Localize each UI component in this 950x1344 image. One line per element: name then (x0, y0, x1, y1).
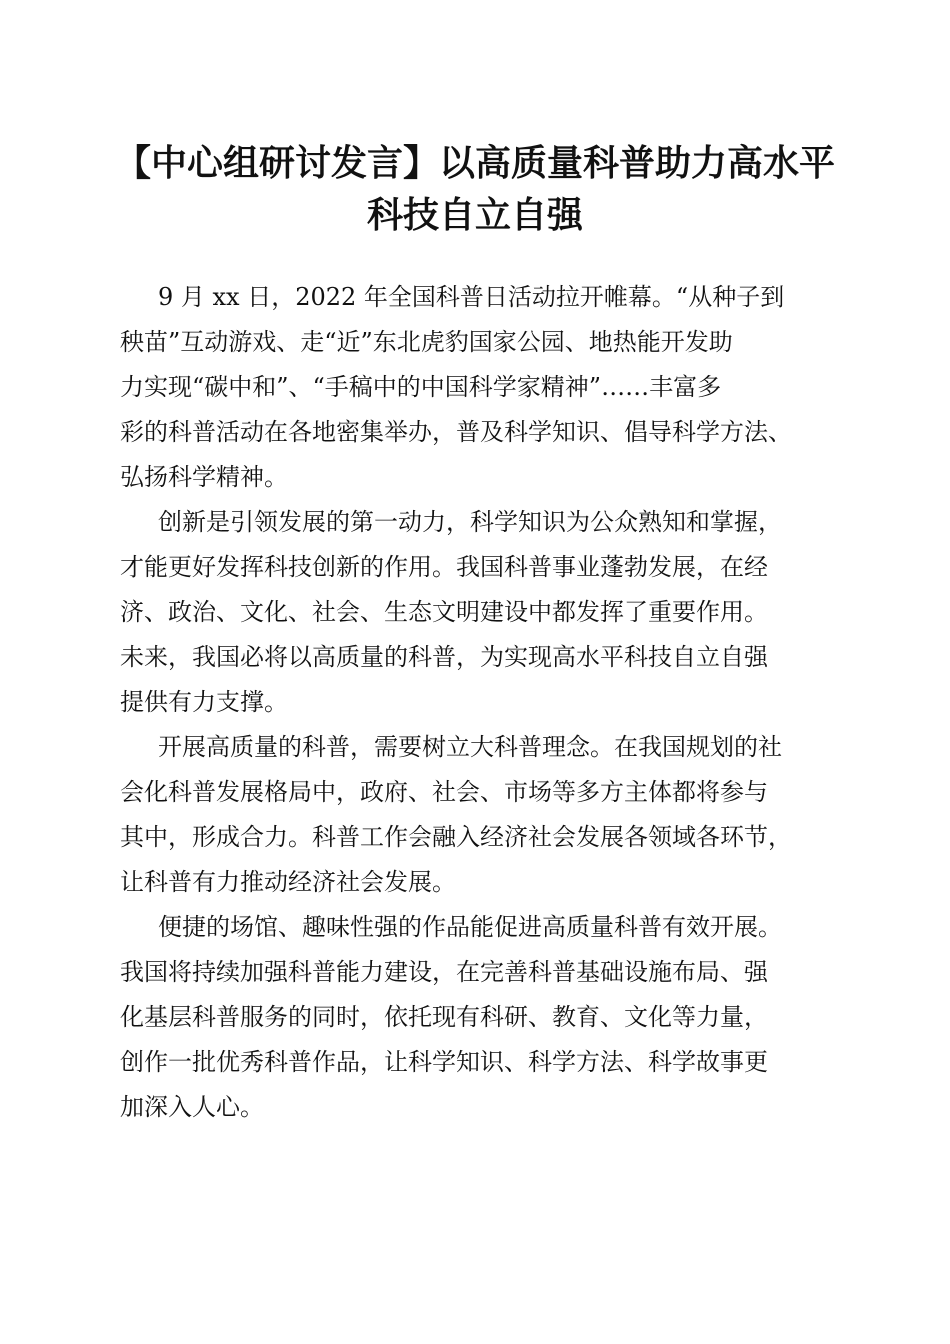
paragraph-line: 彩的科普活动在各地密集举办，普及科学知识、倡导科学方法、 (120, 418, 792, 446)
paragraph-line: 秧苗”互动游戏、走“近”东北虎豹国家公园、地热能开发助 (120, 328, 733, 356)
paragraph-line: 让科普有力推动经济社会发展。 (120, 868, 456, 896)
paragraph-line: 其中，形成合力。科普工作会融入经济社会发展各领域各环节， (120, 823, 792, 851)
paragraph-line: 创作一批优秀科普作品，让科学知识、科学方法、科学故事更 (120, 1048, 768, 1076)
paragraph (120, 500, 835, 725)
title-line: 科技自立自强 (366, 195, 583, 236)
paragraph-line: 提供有力支撑。 (120, 688, 288, 716)
paragraph-line: 创新是引领发展的第一动力，科学知识为公众熟知和掌握， (158, 508, 782, 536)
paragraph-line: 9 月 xx 日，2022 年全国科普日活动拉开帷幕。“从种子到 (158, 283, 785, 311)
paragraph-line: 化基层科普服务的同时，依托现有科研、教育、文化等力量， (120, 1003, 768, 1031)
paragraph (120, 275, 835, 500)
paragraph (120, 725, 835, 905)
paragraph (120, 905, 835, 1130)
paragraph-line: 济、政治、文化、社会、生态文明建设中都发挥了重要作用。 (120, 598, 768, 626)
paragraph-line: 便捷的场馆、趣味性强的作品能促进高质量科普有效开展。 (158, 913, 782, 941)
page-title (100, 138, 850, 242)
title-line: 【中心组研讨发言】以高质量科普助力高水平 (114, 143, 835, 184)
paragraph-line: 开展高质量的科普，需要树立大科普理念。在我国规划的社 (158, 733, 782, 761)
paragraph-line: 我国将持续加强科普能力建设，在完善科普基础设施布局、强 (120, 958, 768, 986)
paragraph-line: 会化科普发展格局中，政府、社会、市场等多方主体都将参与 (120, 778, 768, 806)
paragraph-line: 力实现“碳中和”、“手稿中的中国科学家精神”……丰富多 (120, 373, 722, 401)
paragraph-line: 加深入人心。 (120, 1093, 264, 1121)
document-body (120, 275, 835, 1130)
paragraph-line: 未来，我国必将以高质量的科普，为实现高水平科技自立自强 (120, 643, 768, 671)
paragraph-line: 才能更好发挥科技创新的作用。我国科普事业蓬勃发展，在经 (120, 553, 768, 581)
paragraph-line: 弘扬科学精神。 (120, 463, 288, 491)
